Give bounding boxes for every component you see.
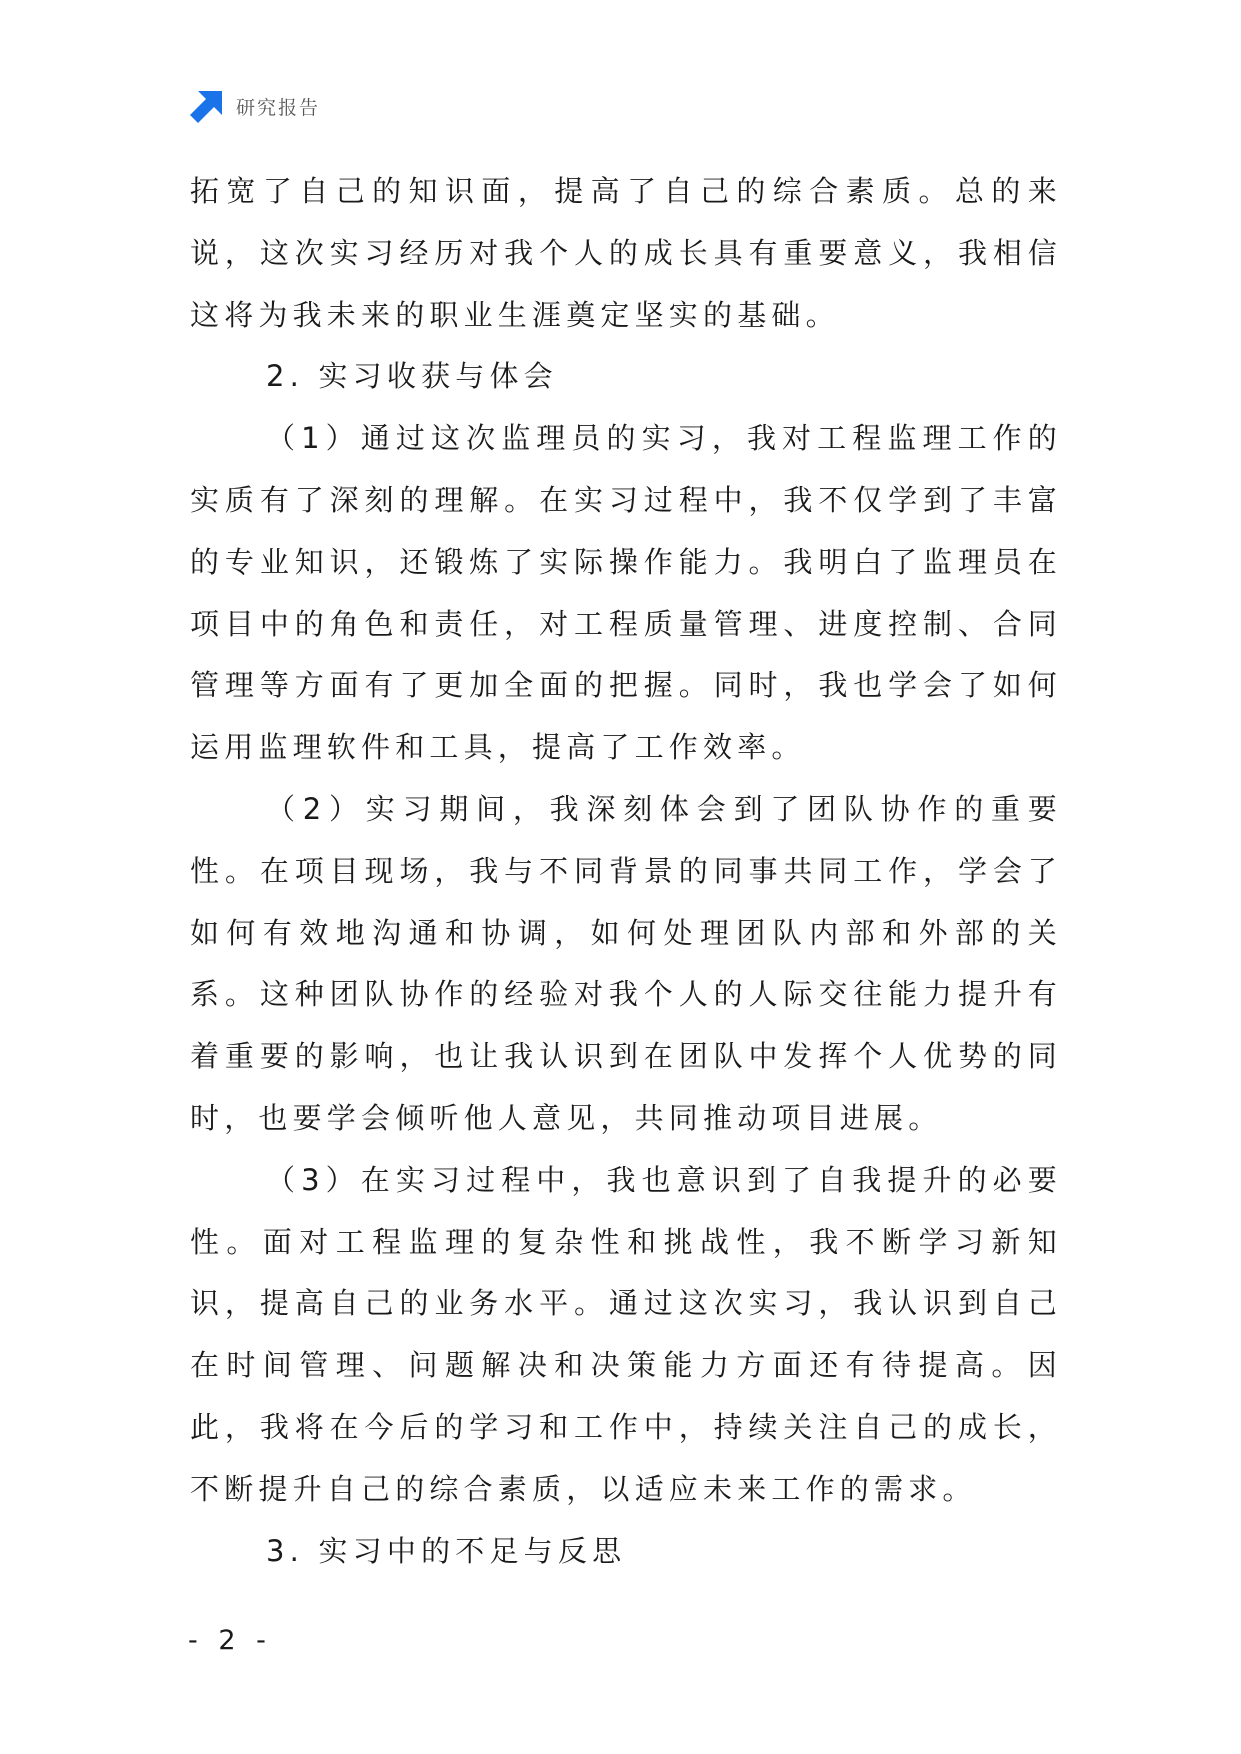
section-2-heading: 2. 实习收获与体会 xyxy=(266,359,558,394)
document-header xyxy=(190,89,320,123)
continuation-paragraph: 拓宽了自己的知识面，提高了自己的综合素质。总的来说，这次实习经历对我个人的成长具有重要意义，我相信这将为我未来的职业生涯奠定坚实的基础。 xyxy=(190,174,1062,332)
section-2-paragraph-2: （2）实习期间，我深刻体会到了团队协作的重要性。在项目现场，我与不同背景的同事共同工作，学会了如何有效地沟通和协调，如何处理团队内部和外部的关系。这种团队协作的经验对我个人的人际交往能力提升有着重要的影响，也让我认识到在团队中发挥个人优势的同时，也要学会倾听他人意见，共同推动项目进展。 xyxy=(190,791,1062,1135)
document-body xyxy=(190,161,1062,1582)
page-number: - 2 - xyxy=(188,1625,272,1656)
section-3-heading: 3. 实习中的不足与反思 xyxy=(266,1533,627,1568)
section-2-paragraph-1: （1）通过这次监理员的实习，我对工程监理工作的实质有了深刻的理解。在实习过程中，我不仅学到了丰富的专业知识，还锻炼了实际操作能力。我明白了监理员在项目中的角色和责任，对工程质量管理、进度控制、合同管理等方面有了更加全面的把握。同时，我也学会了如何运用监理软件和工具，提高了工作效率。 xyxy=(190,421,1062,765)
header-title: 研究报告 xyxy=(236,96,321,119)
arrow-up-right-icon xyxy=(190,89,224,123)
section-2-paragraph-3: （3）在实习过程中，我也意识到了自我提升的必要性。面对工程监理的复杂性和挑战性，我不断学习新知识，提高自己的业务水平。通过这次实习，我认识到自己在时间管理、问题解决和决策能力方面还有待提高。因此，我将在今后的学习和工作中，持续关注自己的成长，不断提升自己的综合素质，以适应未来工作的需求。 xyxy=(190,1162,1062,1506)
